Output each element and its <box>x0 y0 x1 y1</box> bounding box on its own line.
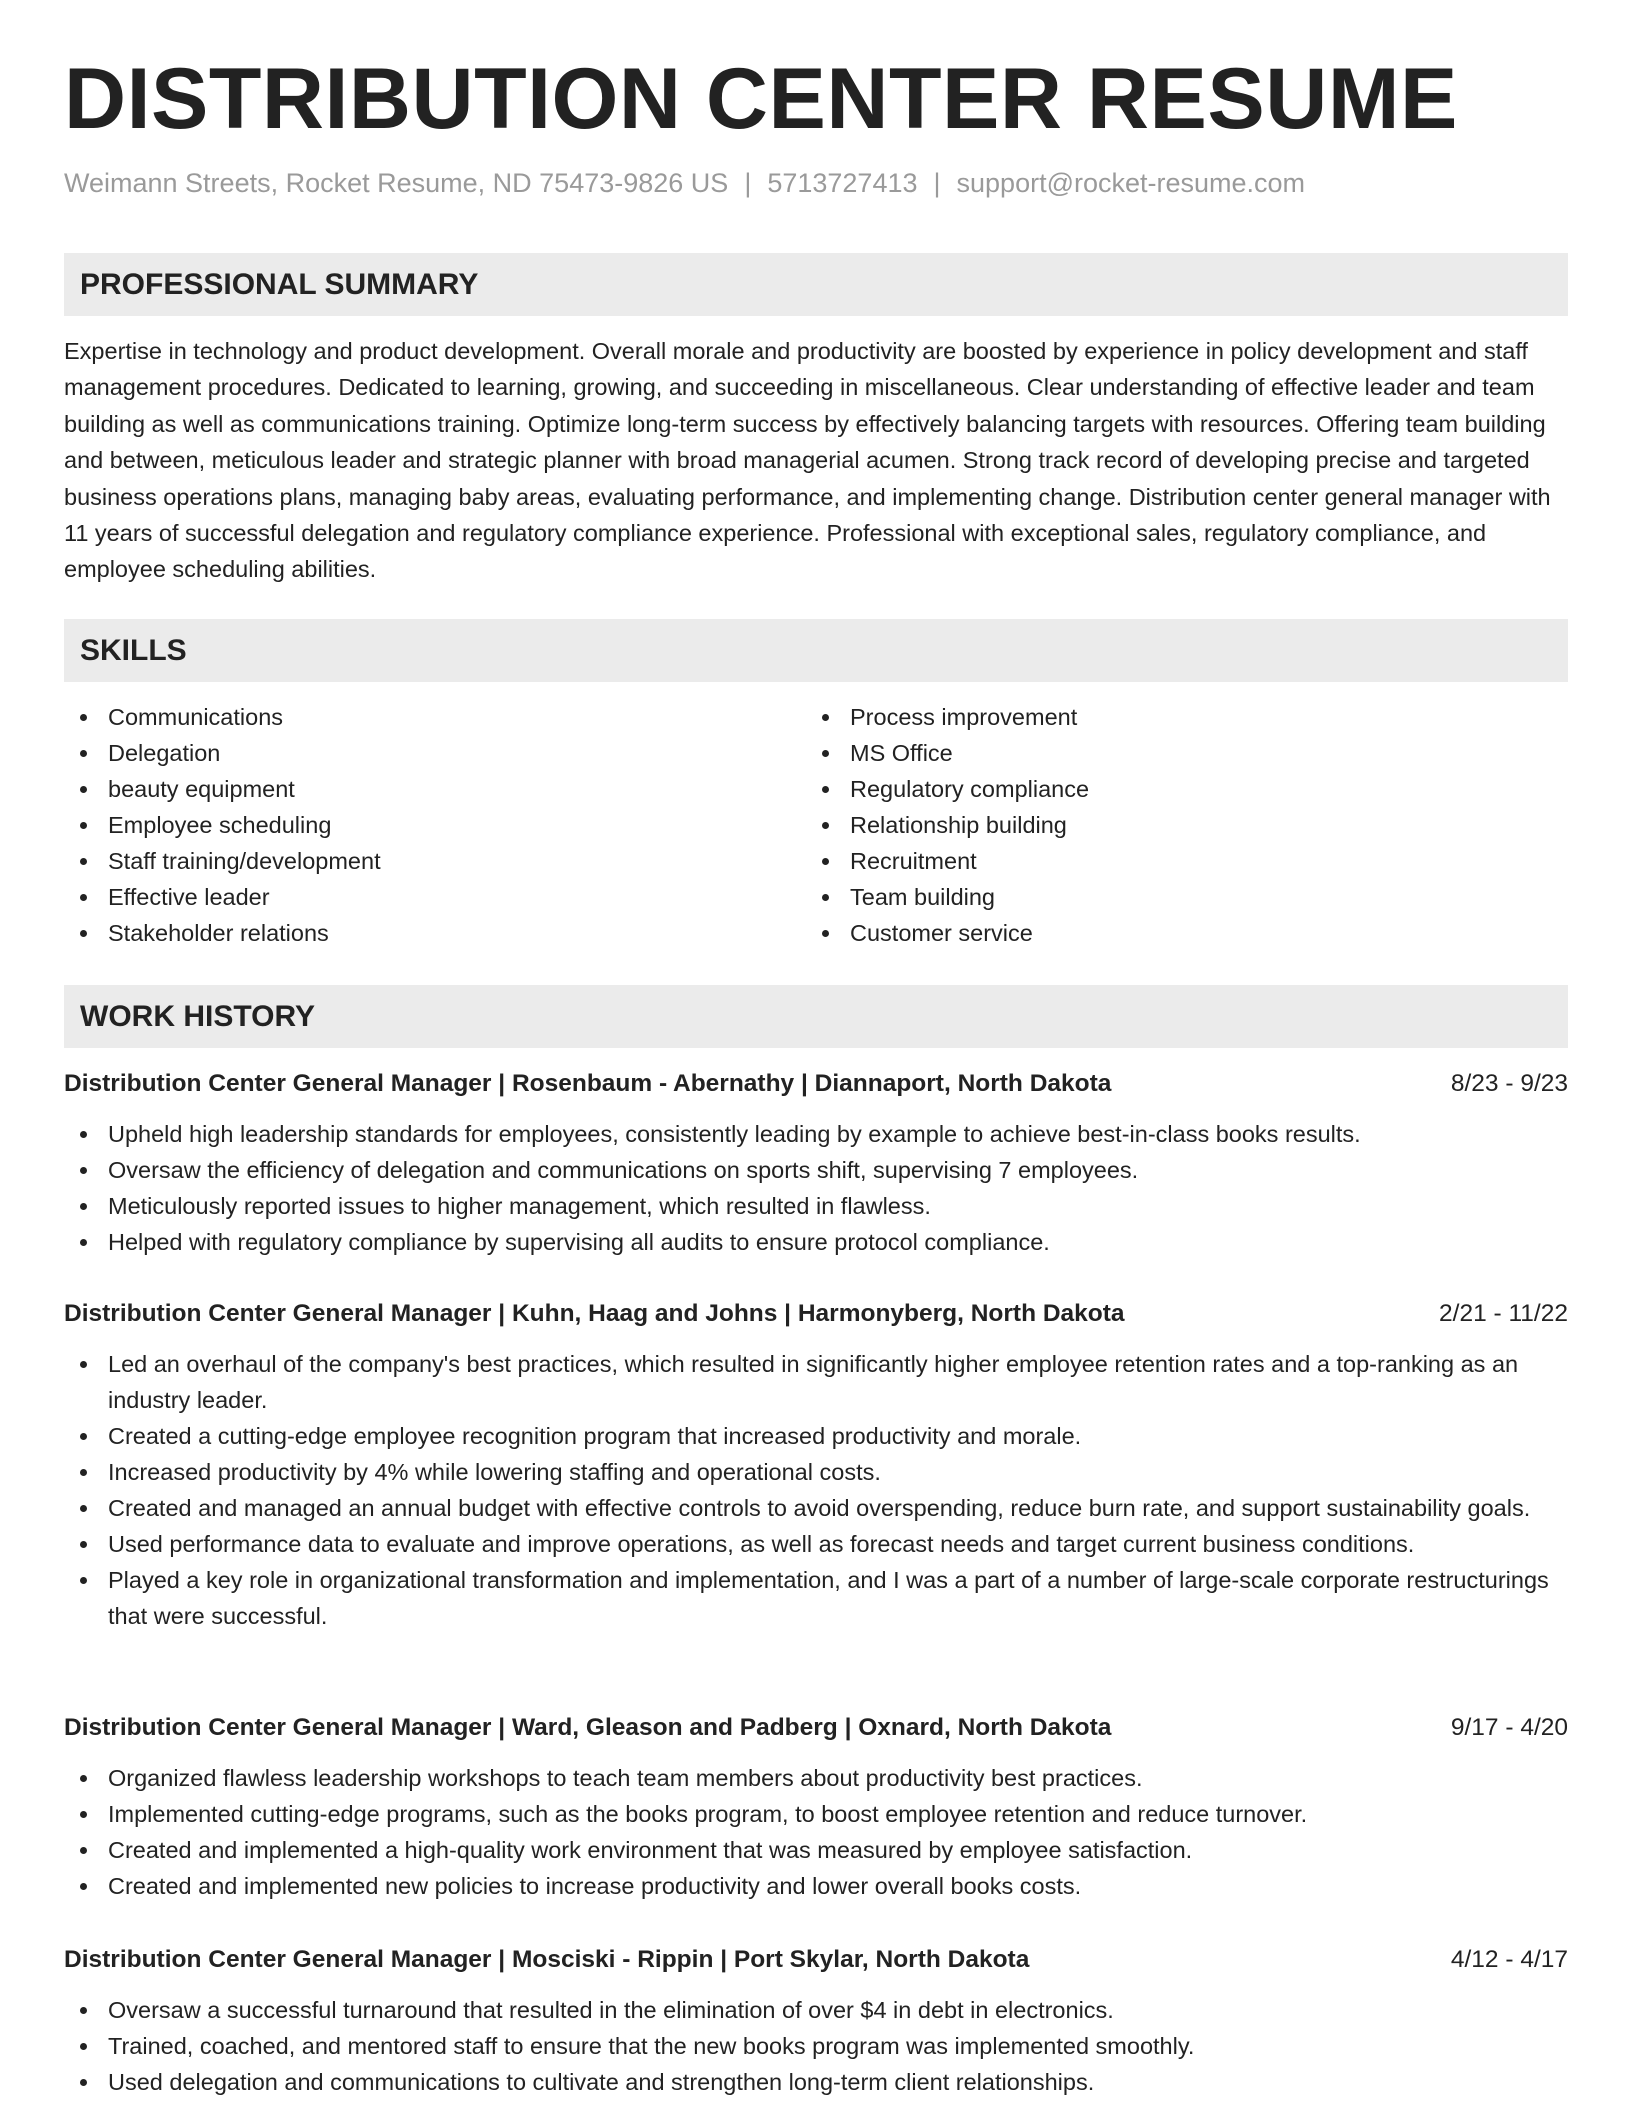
resume-title: DISTRIBUTION CENTER RESUME <box>64 51 1458 147</box>
job-bullet: Played a key role in organizational transformation and implementation, and I was a part of a number of large-scale corporate restructurings that were successful. <box>64 1562 1568 1634</box>
job-bullets <box>64 1760 1568 1904</box>
job-bullet: Upheld high leadership standards for employees, consistently leading by example to achieve best-in-class books results. <box>64 1116 1568 1152</box>
job-dates: 8/23 - 9/23 <box>1450 1070 1568 1097</box>
job-entry <box>64 1296 1568 1634</box>
job-header <box>64 1296 1568 1332</box>
skill-item: Process improvement <box>806 699 1089 735</box>
job-title: Distribution Center General Manager | Kuhn, Haag and Johns | Harmonyberg, North Dakota <box>64 1300 1125 1327</box>
job-bullet: Implemented cutting-edge programs, such as the books program, to boost employee retention and reduce turnover. <box>64 1796 1568 1832</box>
skill-item: Staff training/development <box>64 843 381 879</box>
skill-item: Team building <box>806 879 1089 915</box>
job-dates: 2/21 - 11/22 <box>1439 1300 1568 1327</box>
job-header <box>64 1942 1568 1978</box>
skill-item: Relationship building <box>806 807 1089 843</box>
job-bullet: Used performance data to evaluate and improve operations, as well as forecast needs and target current business conditions. <box>64 1526 1568 1562</box>
job-bullets <box>64 1116 1568 1260</box>
contact-line <box>64 168 1305 199</box>
section-heading-work-history: WORK HISTORY <box>64 985 1568 1048</box>
job-bullet: Meticulously reported issues to higher management, which resulted in flawless. <box>64 1188 1568 1224</box>
job-dates: 4/12 - 4/17 <box>1450 1946 1568 1973</box>
summary-text: Expertise in technology and product development. Overall morale and productivity are boosted by experience in policy development and staff management procedures. Dedicated to learning, growing, and succeeding in miscellaneous. Clear understanding of effective leader and team building as well as communications training. Optimize long-term success by effectively balancing targets with resources. Offering team building and between, meticulous leader and strategic planner with broad managerial acumen. Strong track record of developing precise and targeted business operations plans, managing baby areas, evaluating performance, and implementing change. Distribution center general manager with 11 years of successful delegation and regulatory compliance experience. Professional with exceptional sales, regulatory compliance, and employee scheduling abilities. <box>64 338 1551 583</box>
job-entry <box>64 1942 1568 2100</box>
section-heading-summary: PROFESSIONAL SUMMARY <box>64 253 1568 316</box>
job-header <box>64 1710 1568 1746</box>
skill-item: Effective leader <box>64 879 381 915</box>
job-bullet: Created a cutting-edge employee recognition program that increased productivity and morale. <box>64 1418 1568 1454</box>
job-bullets <box>64 1992 1568 2100</box>
contact-email: support@rocket-resume.com <box>956 168 1306 198</box>
contact-address: Weimann Streets, Rocket Resume, ND 75473-9826 US <box>64 168 729 198</box>
job-bullet: Trained, coached, and mentored staff to ensure that the new books program was implemented smoothly. <box>64 2028 1568 2064</box>
job-bullet: Created and managed an annual budget with effective controls to avoid overspending, reduce burn rate, and support sustainability goals. <box>64 1490 1568 1526</box>
skills-list-right <box>806 699 1089 951</box>
skill-item: beauty equipment <box>64 771 381 807</box>
job-dates: 9/17 - 4/20 <box>1450 1714 1568 1741</box>
skill-item: Customer service <box>806 915 1089 951</box>
job-bullet: Oversaw a successful turnaround that resulted in the elimination of over $4 in debt in electronics. <box>64 1992 1568 2028</box>
section-heading-skills: SKILLS <box>64 619 1568 682</box>
job-entry <box>64 1710 1568 1904</box>
job-bullets <box>64 1346 1568 1634</box>
job-bullet: Created and implemented a high-quality work environment that was measured by employee satisfaction. <box>64 1832 1568 1868</box>
skill-item: Employee scheduling <box>64 807 381 843</box>
job-bullet: Organized flawless leadership workshops to teach team members about productivity best practices. <box>64 1760 1568 1796</box>
job-entry <box>64 1066 1568 1260</box>
contact-separator: | <box>933 168 941 198</box>
job-title: Distribution Center General Manager | Rosenbaum - Abernathy | Diannaport, North Dakota <box>64 1070 1112 1097</box>
skill-item: Regulatory compliance <box>806 771 1089 807</box>
contact-separator: | <box>744 168 752 198</box>
job-bullet: Increased productivity by 4% while lowering staffing and operational costs. <box>64 1454 1568 1490</box>
skill-item: Delegation <box>64 735 381 771</box>
job-header <box>64 1066 1568 1102</box>
job-bullet: Led an overhaul of the company's best practices, which resulted in significantly higher employee retention rates and a top-ranking as an industry leader. <box>64 1346 1568 1418</box>
job-bullet: Used delegation and communications to cultivate and strengthen long-term client relationships. <box>64 2064 1568 2100</box>
job-bullet: Created and implemented new policies to increase productivity and lower overall books costs. <box>64 1868 1568 1904</box>
skill-item: Recruitment <box>806 843 1089 879</box>
job-bullet: Helped with regulatory compliance by supervising all audits to ensure protocol compliance. <box>64 1224 1568 1260</box>
skill-item: Communications <box>64 699 381 735</box>
job-title: Distribution Center General Manager | Mosciski - Rippin | Port Skylar, North Dakota <box>64 1946 1030 1973</box>
job-title: Distribution Center General Manager | Ward, Gleason and Padberg | Oxnard, North Dakota <box>64 1714 1112 1741</box>
skill-item: Stakeholder relations <box>64 915 381 951</box>
skills-list-left <box>64 699 381 951</box>
job-bullet: Oversaw the efficiency of delegation and communications on sports shift, supervising 7 employees. <box>64 1152 1568 1188</box>
skill-item: MS Office <box>806 735 1089 771</box>
contact-phone: 5713727413 <box>767 168 918 198</box>
